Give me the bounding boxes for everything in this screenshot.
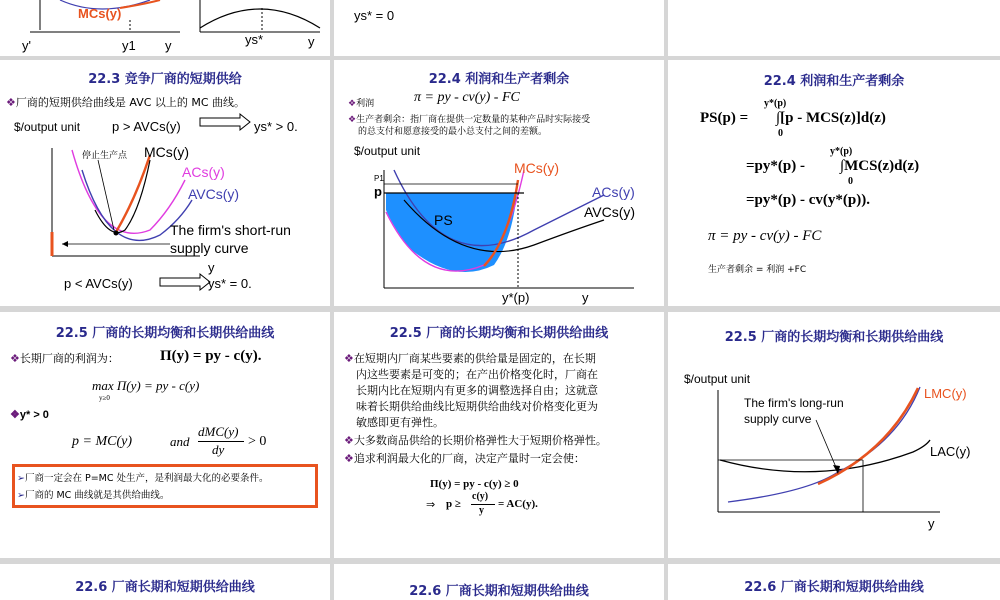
slide-title: 22.3 竞争厂商的短期供给 <box>88 72 242 87</box>
ps-def-1: ❖生产者剩余：指厂商在提供一定数量的某种产品时实际接受 <box>348 115 591 125</box>
ys-zero: ys* = 0 <box>354 8 395 23</box>
para-2: ❖大多数商品供给的长期价格弹性大于短期价格弹性。 <box>344 434 607 447</box>
slide-title: 22.6 厂商长期和短期供给曲线 <box>744 580 924 595</box>
p1-label: P1 <box>374 174 384 183</box>
ac-label: ACs(y) <box>592 184 635 200</box>
y-axis-label: y <box>308 34 315 49</box>
y-label: y <box>165 38 172 53</box>
para-1-line-5: 敏感即更有弹性。 <box>356 416 444 429</box>
shutdown-point-label: 停止生产点 <box>82 151 128 161</box>
ps-graph <box>334 60 664 306</box>
ps-eq-3: =py*(p) - cv(y*(p)). <box>746 192 870 208</box>
cond-lower: p < AVCs(y) <box>64 276 133 291</box>
lr-supply-label-2: supply curve <box>744 412 812 426</box>
bullet-1: ❖长期厂商的利润为： <box>10 352 119 365</box>
ac-den: y <box>479 505 484 516</box>
slide-22-6b <box>334 564 664 600</box>
p-equals-mc: p = MC(y) <box>72 434 132 449</box>
slide-22-5c <box>668 312 1000 558</box>
slide-title: 22.5 厂商的长期均衡和长期供给曲线 <box>389 326 609 341</box>
box-line-1: ➢厂商一定会在 P=MC 处生产，是利润最大化的必要条件。 <box>17 473 269 484</box>
max-sub: y≥0 <box>99 394 110 402</box>
ps-relation: 生产者剩余 = 利润 +FC <box>708 265 807 275</box>
highlight-box <box>12 464 318 508</box>
ystar-label: y*(p) <box>502 290 530 305</box>
mc-label: MCs(y) <box>514 160 560 176</box>
slide-top-center <box>334 0 664 56</box>
ps-eq-2-lhs: =py*(p) - <box>746 158 805 174</box>
long-run-graph <box>668 312 1000 558</box>
para-3: ❖追求利润最大化的厂商，决定产量时一定会使： <box>344 452 585 465</box>
slide-title: 22.4 利润和生产者剩余 <box>428 72 570 87</box>
para-1-line-2: 内这些要素是可变的；在产出价格变化时，厂商在 <box>356 368 598 381</box>
lmc-label: LMC(y) <box>924 386 967 401</box>
res-lower: ys* = 0. <box>208 276 252 291</box>
y-axis-label: $/output unit <box>684 372 751 386</box>
slide-title: 22.4 利润和生产者剩余 <box>763 74 905 89</box>
p-geq: p ≥ <box>446 498 461 510</box>
long-run-profit: Π(y) = py - c(y). <box>160 348 262 364</box>
slide-title: 22.5 厂商的长期均衡和长期供给曲线 <box>724 330 944 345</box>
y-prime-label: y' <box>22 38 31 53</box>
deriv-num: dMC(y) <box>198 424 239 439</box>
res-upper: ys* > 0. <box>254 119 298 134</box>
mc-label: MCs(y) <box>144 144 190 160</box>
y-label: y <box>208 260 215 275</box>
ps-def-2: 的总支付和愿意接受的最小总支付之间的差额。 <box>358 127 548 137</box>
ps-eq-2-lower: 0 <box>848 176 853 187</box>
ps-eq-2-upper: y*(p) <box>830 146 853 157</box>
ps-eq-2-int: ∫MCS(z)d(z) <box>840 158 920 174</box>
y-label: y <box>582 290 589 305</box>
deriv-gt: > 0 <box>248 434 267 449</box>
avc-label: AVCs(y) <box>584 204 636 220</box>
profit-formula: π = py - cv(y) - FC <box>708 228 822 244</box>
slide-22-6c <box>668 564 1000 600</box>
implies-arrow: ⇒ <box>426 499 436 511</box>
y-label: y <box>928 516 935 531</box>
slide-22-6a <box>0 564 330 600</box>
para-1-line-3: 长期内比在短期内有更多的调整选择自由；这就意 <box>356 384 598 397</box>
supply-graph <box>0 60 330 306</box>
y-axis-label: $/output unit <box>14 120 81 134</box>
supply-label-2: supply curve <box>170 240 249 256</box>
box-line-2: ➢厂商的 MC 曲线就是其供给曲线。 <box>17 490 170 501</box>
slide-22-5b <box>334 312 664 558</box>
cond-upper: p > AVCs(y) <box>112 119 181 134</box>
y1-label: y1 <box>122 38 136 53</box>
slide-title: 22.6 厂商长期和短期供给曲线 <box>409 584 589 599</box>
y-axis-label: $/output unit <box>354 144 421 158</box>
deriv-den: dy <box>212 442 225 457</box>
and-label: and <box>170 434 190 449</box>
slide-22-3 <box>0 60 330 306</box>
ps-eq-1-lhs: PS(p) = <box>700 110 749 126</box>
ps-label: PS <box>434 212 453 228</box>
ps-eq-1-int: ∫[p - MCS(z)]d(z) <box>776 110 886 126</box>
lr-supply-label-1: The firm's long-run <box>744 396 844 410</box>
mc-label: MCs(y) <box>78 6 122 21</box>
bullet-text: ❖厂商的短期供给曲线是 AVC 以上的 MC 曲线。 <box>6 96 246 109</box>
bullet-2: ❖y* > 0 <box>10 409 49 421</box>
ac-label: ACs(y) <box>182 164 225 180</box>
slide-title: 22.6 厂商长期和短期供给曲线 <box>75 580 255 595</box>
p-label: p <box>374 184 382 199</box>
slide-22-4b <box>668 60 1000 306</box>
ps-eq-1-lower: 0 <box>778 128 783 139</box>
slide-22-4a <box>334 60 664 306</box>
ac-rest: = AC(y). <box>498 498 538 510</box>
ac-num: c(y) <box>472 491 489 502</box>
ys-label: ys* <box>245 32 264 47</box>
slide-title: 22.5 厂商的长期均衡和长期供给曲线 <box>55 326 275 341</box>
max-formula: max Π(y) = py - c(y) <box>92 378 200 393</box>
para-1-line-4: 味着长期供给曲线比短期供给曲线对价格变化更为 <box>356 400 598 413</box>
supply-label-1: The firm's short-run <box>170 222 291 238</box>
para-1-line-1: ❖在短期内厂商某些要素的供给量是固定的，在长期 <box>344 352 596 365</box>
profit-bullet: ❖利润 <box>348 99 375 109</box>
ps-eq-1-upper: y*(p) <box>764 98 787 109</box>
avc-label: AVCs(y) <box>188 186 240 202</box>
slide-top-right <box>668 0 1000 56</box>
profit-formula: π = py - cv(y) - FC <box>414 90 520 105</box>
lac-label: LAC(y) <box>930 444 971 459</box>
slide-22-5a <box>0 312 330 558</box>
slide-top-left <box>0 0 330 56</box>
profit-nonneg: Π(y) = py - c(y) ≥ 0 <box>430 478 519 490</box>
